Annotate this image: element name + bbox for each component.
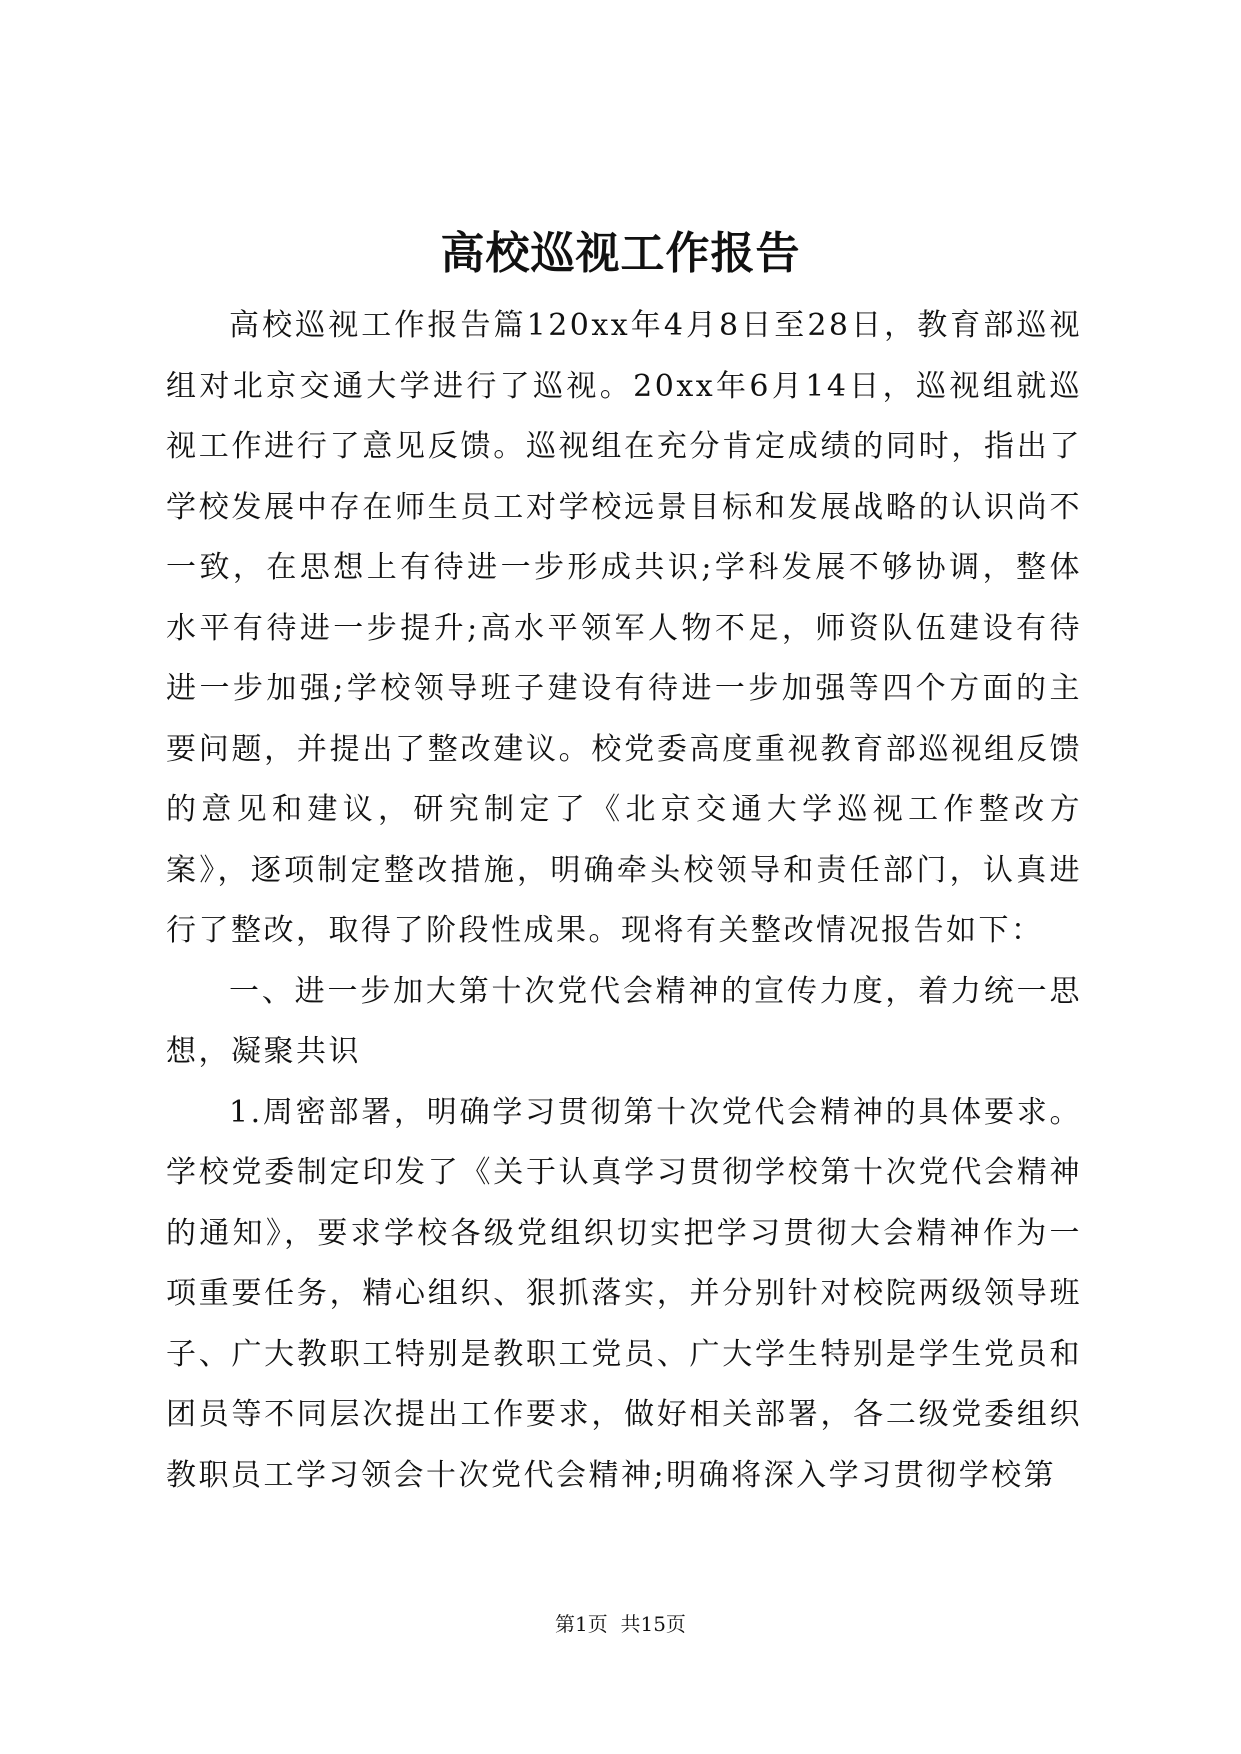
paragraph-item-1: 1.周密部署，明确学习贯彻第十次党代会精神的具体要求。学校党委制定印发了《关于认真学习贯彻学校第十次党代会精神的通知》，要求学校各级党组织切实把学习贯彻大会精神作为一项重要任务，精心组织、狠抓落实，并分别针对校院两级领导班子、广大教职工特别是教职工党员、广大学生特别是学生党员和团员等不同层次提出工作要求，做好相关部署，各二级党委组织教职员工学习领会十次党代会精神;明确将深入学习贯彻学校第 bbox=[166, 1094, 1082, 1493]
page-footer bbox=[0, 1610, 1241, 1638]
paragraph-intro: 高校巡视工作报告篇120xx年4月8日至28日，教育部巡视组对北京交通大学进行了巡视。20xx年6月14日，巡视组就巡视工作进行了意见反馈。巡视组在充分肯定成绩的同时，指出了学校发展中存在师生员工对学校远景目标和发展战略的认识尚不一致，在思想上有待进一步形成共识;学科发展不够协调，整体水平有待进一步提升;高水平领军人物不足，师资队伍建设有待进一步加强;学校领导班子建设有待进一步加强等四个方面的主要问题，并提出了整改建议。校党委高度重视教育部巡视组反馈的意见和建议，研究制定了《北京交通大学巡视工作整改方案》，逐项制定整改措施，明确牵头校领导和责任部门，认真进行了整改，取得了阶段性成果。现将有关整改情况报告如下： bbox=[166, 308, 1082, 948]
page-number-label: 第1页 共15页 bbox=[555, 1612, 686, 1636]
document-body bbox=[166, 296, 1082, 1506]
paragraph-section-heading-1: 一、进一步加大第十次党代会精神的宣传力度，着力统一思想，凝聚共识 bbox=[166, 973, 1082, 1069]
document-title: 高校巡视工作报告 bbox=[440, 228, 801, 279]
